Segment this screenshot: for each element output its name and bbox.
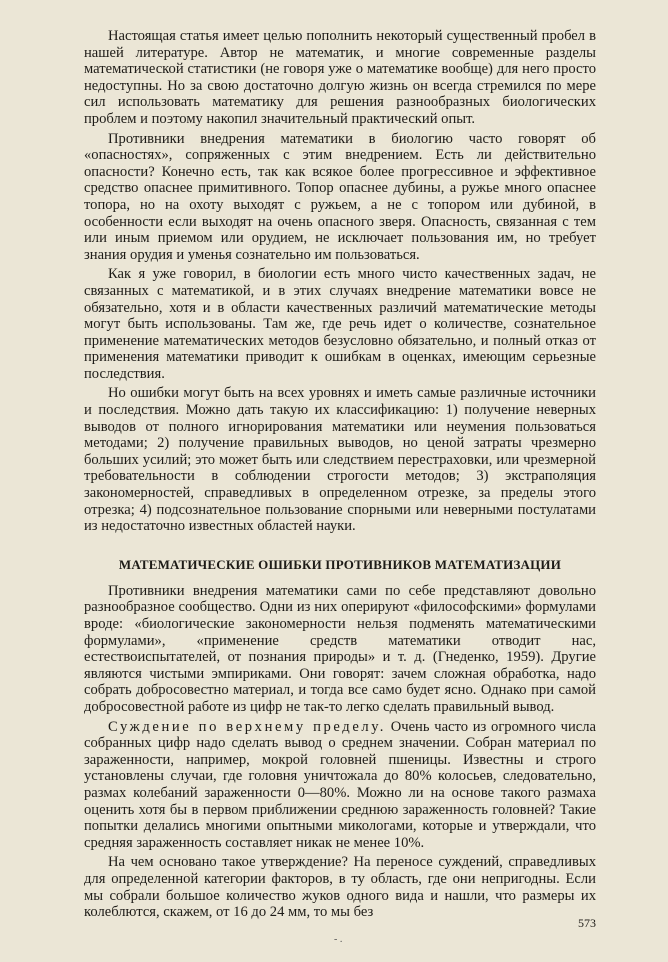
paragraph-transfer: На чем основано такое утверждение? На переносе суждений, справедливых для определенной категории факторов, в ту область, где они непригодны. Если мы собрали большое количество жуков одного вида и нашли, что размеры их колеблются, скажем, от 16 до 24 мм, то мы без (84, 854, 596, 921)
paragraph-qualitative: Как я уже говорил, в биологии есть много чисто качественных задач, не связанных с математикой, и в этих случаях внедрение математики вовсе не обязательно, хотя и в области качественных различий математические методы могут быть использованы. Там же, где речь идет о количестве, сознательное применение математических методов безусловно обязательно, и полный отказ от применения математики приводит к ошибкам в оценках, имеющим серьезные последствия. (84, 266, 596, 382)
paragraph-dangers: Противники внедрения математики в биологию часто говорят об «опасностях», сопряженных с этим внедрением. Есть ли действительно опасности? Конечно есть, так как всякое более прогрессивное и эффективное средство опаснее примитивного. Топор опаснее дубины, а ружье много опаснее топора, но на охоту выходят с ружьем, а не с топором или дубиной, в особенности если выходят на очень опасного зверя. Опасность, связанная с тем или иным приемом или орудием, не исключает пользования им, но требует знания орудия и уменья сознательно им пользоваться. (84, 130, 596, 263)
paragraph-opponents: Противники внедрения математики сами по себе представляют довольно разнообразное сообщество. Одни из них оперируют «философскими» формулами вроде: «биологические закономерности нельзя подменять математическими формулами», «применение средств математики отводит нас, естествоиспытателей, от познания природы» и т. д. (Гнеденко, 1959). Другие являются чистыми эмпириками. Они говорят: зачем сложная обработка, надо собрать добросовестно материал, и тогда все само будет ясно. Однако при самой добросовестной работе из цифр не так-то легко сделать правильный вывод. (84, 582, 596, 715)
paragraph-error-classification: Но ошибки могут быть на всех уровнях и иметь самые различные источники и последствия. Можно дать такую их классификацию: 1) получение неверных выводов от полного игнорирования математики или неумения пользоваться методами; 2) получение правильных выводов, но ценой затраты чрезмерно больших усилий; это может быть или следствием перестраховки, или чрезмерной требовательности в соблюдении строгости методов; 3) экстраполяция закономерностей, справедливых в определенном отрезке, за пределы этого отрезка; 4) подсознательное пользование спорными или неверными постулатами из недостаточно известных областей науки. (84, 385, 596, 535)
paragraph-upper-limit-text: Очень часто из огромного числа собранных цифр надо сделать вывод о среднем значении. Собран материал по зараженности, например, мокрой головней пшеницы. Известны и строго установлены случаи, где головня уничтожала до 80% колосьев, следовательно, размах колебаний зараженности 0—80%. Можно ли на основе такого размаха оценить хотя бы в первом приближении среднюю зараженность головней? Такие попытки делались многими опытными микологами, которые и утверждали, что средняя зараженность составляет никак не менее 10%. (84, 718, 596, 851)
section-heading: МАТЕМАТИЧЕСКИЕ ОШИБКИ ПРОТИВНИКОВ МАТЕМАТИЗАЦИИ (118, 556, 562, 572)
paragraph-upper-limit (84, 719, 596, 852)
footer-mark: - . (334, 934, 343, 945)
spaced-lead: Суждение по верхнему пределу. (108, 718, 386, 735)
paragraph-intro: Настоящая статья имеет целью пополнить некоторый существенный пробел в нашей литературе. Автор не математик, и многие современные разделы математической статистики (не говоря уже о математике вообще) для него просто недоступны. Но за свою достаточно долгую жизнь он всегда стремился по мере сил использовать математику для решения разнообразных биологических проблем и поэтому накопил значительный практический опыт. (84, 28, 596, 127)
page-number: 573 (578, 916, 596, 930)
